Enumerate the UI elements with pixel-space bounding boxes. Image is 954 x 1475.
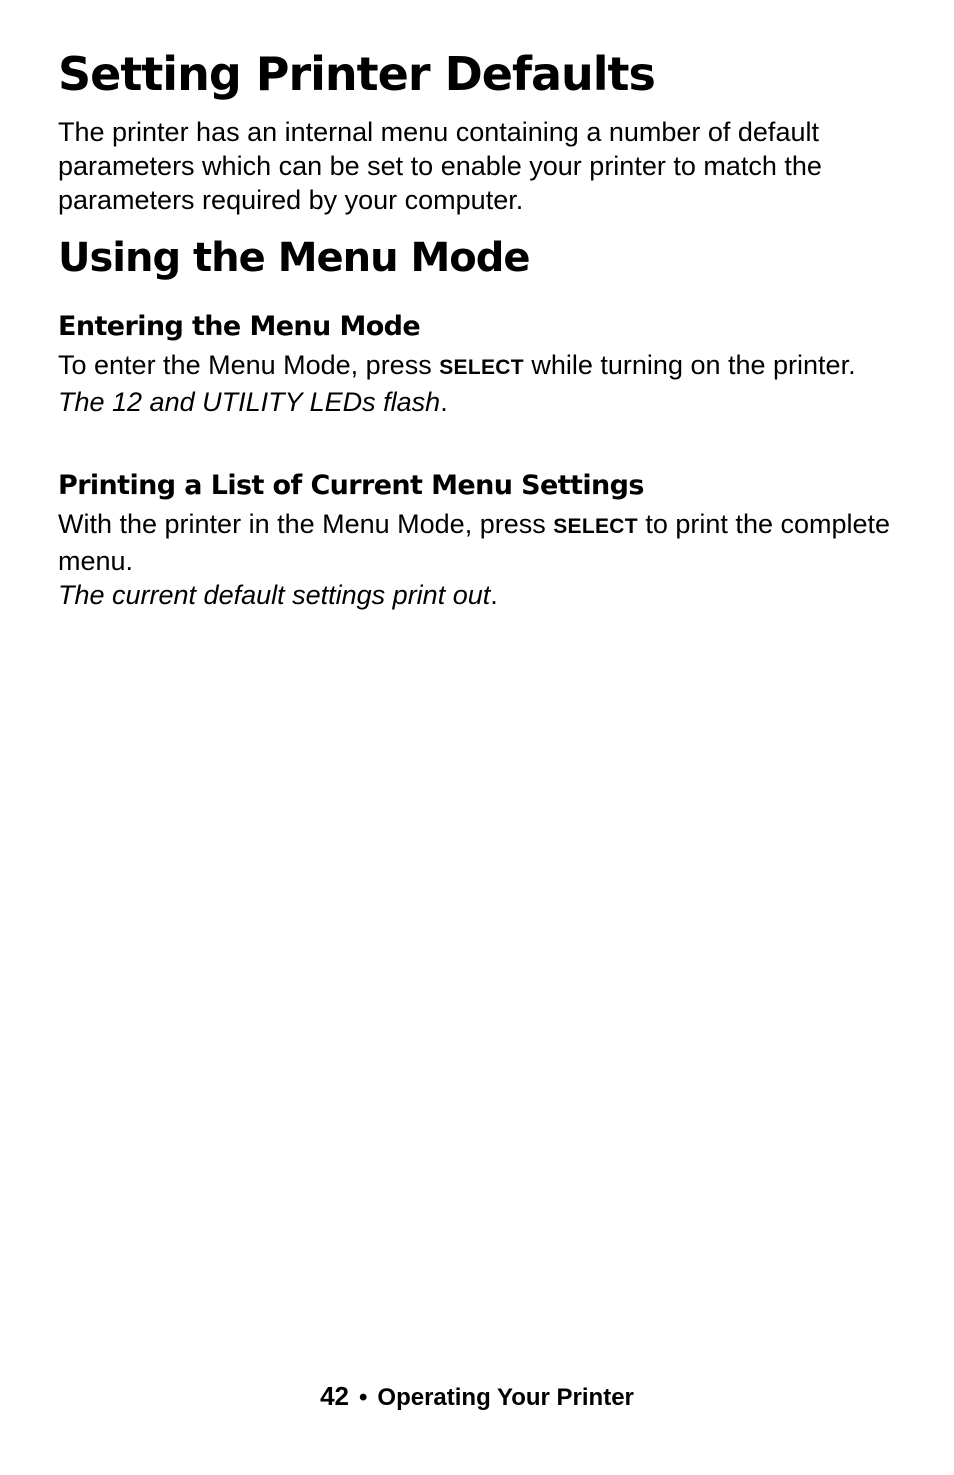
footer-separator: • (359, 1384, 368, 1411)
page-number: 42 (320, 1381, 349, 1411)
result-italic: The 12 and UTILITY LEDs flash (58, 387, 441, 417)
result-italic: The current default settings print out (58, 580, 491, 610)
subsection-body-entering-menu (58, 348, 898, 419)
page-footer (0, 1380, 954, 1414)
result-text (58, 387, 448, 417)
result-text (58, 580, 498, 610)
select-key-label: SELECT (553, 515, 638, 538)
intro-paragraph: The printer has an internal menu containing a number of default parameters which can be set to enable your printer to match the parameters required by your computer. (58, 117, 822, 215)
subsection-heading-printing-list: Printing a List of Current Menu Settings (58, 470, 644, 501)
instruction-text: while turning on the printer. (523, 350, 856, 380)
page-title: Setting Printer Defaults (58, 47, 655, 101)
instruction-text: to print the complete menu. (58, 509, 891, 576)
result-period: . (490, 580, 498, 610)
subsection-heading-entering-menu: Entering the Menu Mode (58, 311, 421, 342)
subsection-body-printing-list (58, 507, 898, 612)
chapter-name: Operating Your Printer (377, 1384, 634, 1411)
section-heading: Using the Menu Mode (58, 235, 530, 281)
select-key-label: SELECT (439, 356, 524, 379)
result-period: . (440, 387, 448, 417)
instruction-text: With the printer in the Menu Mode, press (58, 509, 554, 539)
instruction-text: To enter the Menu Mode, press (58, 350, 440, 380)
